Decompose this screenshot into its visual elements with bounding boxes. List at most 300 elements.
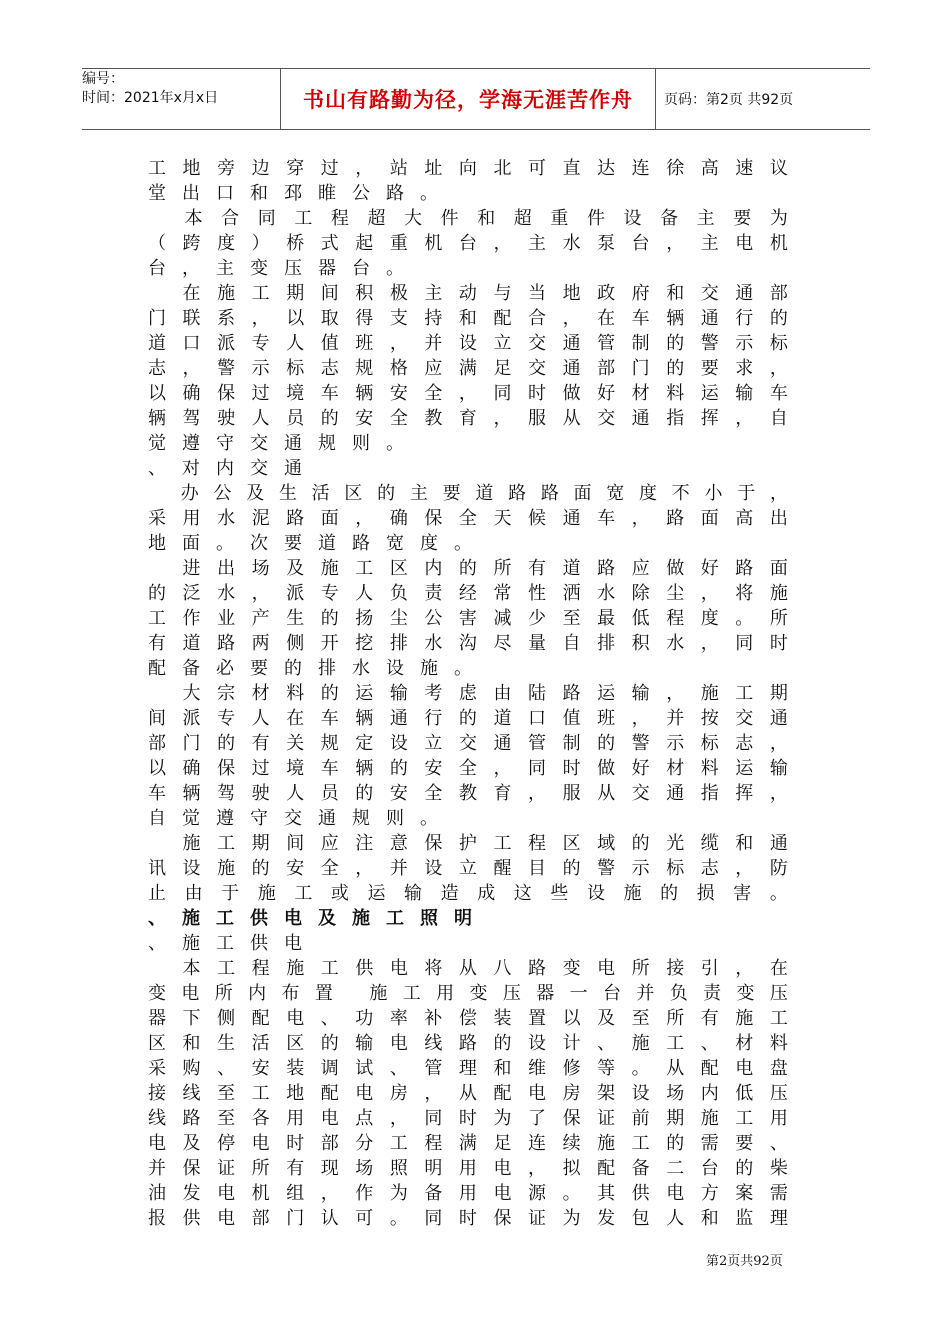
text-line — [148, 506, 788, 531]
text-char: 、 — [148, 933, 166, 954]
text-char: 做 — [666, 558, 685, 579]
text-char: 供 — [250, 933, 268, 954]
text-char: 保 — [493, 1208, 512, 1229]
text-char: 内 — [700, 1083, 719, 1104]
text-char: 主 — [696, 208, 715, 229]
text-char: 地 — [286, 1083, 305, 1104]
text-char: 目 — [528, 858, 547, 879]
text-char: 输 — [355, 1033, 374, 1054]
text-char: 前 — [631, 1108, 650, 1129]
text-char: 并 — [389, 858, 408, 879]
text-char: 的 — [251, 858, 270, 879]
text-char: 防 — [769, 858, 788, 879]
text-char: 的 — [320, 683, 339, 704]
text-char: 程 — [251, 958, 270, 979]
text-char: 址 — [424, 158, 443, 179]
text-char: 用 — [769, 1108, 788, 1129]
text-char — [148, 956, 166, 981]
text-char: 办 — [180, 483, 199, 504]
text-char: 施 — [700, 1108, 719, 1129]
text-char: 管 — [597, 333, 616, 354]
text-line — [148, 581, 788, 606]
text-char: 设 — [386, 658, 404, 679]
text-char: 的 — [377, 483, 396, 504]
text-char: ， — [735, 858, 754, 879]
text-char: 供 — [631, 1183, 650, 1204]
text-char: 行 — [735, 308, 754, 329]
text-char: 从 — [562, 408, 581, 429]
text-char: 保 — [424, 508, 443, 529]
text-char: 派 — [217, 333, 236, 354]
text-char: ， — [182, 358, 201, 379]
text-char: 自 — [148, 808, 166, 829]
text-char: 的 — [735, 1158, 754, 1179]
text-char: 要 — [250, 658, 268, 679]
text-char: 要 — [442, 483, 461, 504]
text-char: 挖 — [355, 633, 374, 654]
text-char: 标 — [700, 733, 719, 754]
text-char: 电 — [493, 1158, 512, 1179]
text-char: 其 — [597, 1183, 616, 1204]
text-char: 材 — [631, 383, 650, 404]
text-char: 管 — [528, 733, 547, 754]
text-char: 料 — [286, 683, 305, 704]
text-char: 主 — [409, 483, 428, 504]
text-char: 路 — [182, 1108, 201, 1129]
text-char: 期 — [666, 1108, 685, 1129]
text-char: ， — [389, 1108, 408, 1129]
text-char: 工 — [216, 908, 234, 929]
text-char: 施 — [420, 658, 438, 679]
text-char: 害 — [458, 608, 477, 629]
text-char: 车 — [769, 383, 788, 404]
text-char: 考 — [424, 683, 443, 704]
text-char: 做 — [597, 758, 616, 779]
text-char: ， — [320, 1183, 339, 1204]
text-char: 内 — [424, 558, 443, 579]
text-char: 备 — [182, 658, 200, 679]
text-char: 采 — [148, 508, 166, 529]
text-char: 配 — [148, 658, 166, 679]
text-char: 至 — [631, 1008, 650, 1029]
text-char: 同 — [528, 758, 547, 779]
text-line — [148, 1006, 788, 1031]
text-char: 所 — [251, 1158, 270, 1179]
text-char: ， — [631, 508, 650, 529]
text-char: 止 — [148, 883, 166, 904]
text-char: 门 — [148, 308, 166, 329]
text-char: 尽 — [493, 633, 512, 654]
text-char: 支 — [389, 308, 408, 329]
text-char: 警 — [631, 733, 650, 754]
text-char: 部 — [320, 1133, 339, 1154]
text-char: 志 — [320, 358, 339, 379]
text-char: 低 — [735, 1083, 754, 1104]
text-char: 路 — [735, 558, 754, 579]
text-char: 通 — [389, 708, 408, 729]
text-char: 度 — [420, 533, 438, 554]
text-char: 的 — [666, 333, 685, 354]
text-char: 施 — [369, 983, 388, 1004]
text-char: 保 — [562, 1108, 581, 1129]
page-footer — [706, 1250, 783, 1269]
text-char: 、 — [148, 908, 166, 929]
text-char: 及 — [182, 1133, 201, 1154]
text-char: 料 — [769, 1033, 788, 1054]
text-char: 为 — [389, 1183, 408, 1204]
text-char: 服 — [562, 783, 581, 804]
text-char: 由 — [184, 883, 203, 904]
text-char: 要 — [735, 1133, 754, 1154]
text-char — [148, 831, 166, 856]
text-char: 运 — [367, 883, 386, 904]
text-char: 好 — [700, 558, 719, 579]
text-char: 电 — [284, 908, 302, 929]
text-char: 挥 — [700, 408, 719, 429]
text-char: 同 — [493, 383, 512, 404]
text-line — [148, 931, 788, 956]
text-char: 线 — [148, 1108, 166, 1129]
text-char: 宗 — [217, 683, 236, 704]
text-char: 材 — [666, 758, 685, 779]
text-char: 为 — [493, 1108, 512, 1129]
text-char: 区 — [389, 558, 408, 579]
text-char: 、 — [389, 1058, 408, 1079]
text-char: 现 — [320, 1158, 339, 1179]
text-char: 旁 — [217, 158, 236, 179]
text-char: 并 — [424, 333, 443, 354]
text-char: 面 — [182, 533, 200, 554]
text-char: 业 — [217, 608, 236, 629]
text-char: 主 — [528, 233, 547, 254]
text-char: 服 — [528, 408, 547, 429]
text-char: 补 — [424, 1008, 443, 1029]
text-char: 动 — [458, 283, 477, 304]
text-char: 足 — [493, 1133, 512, 1154]
text-char: 点 — [355, 1108, 374, 1129]
text-char: 备 — [631, 1158, 650, 1179]
text-char: 房 — [562, 1083, 581, 1104]
text-char: 车 — [631, 308, 650, 329]
text-char: 采 — [148, 1058, 166, 1079]
text-char: 路 — [386, 183, 404, 204]
text-char: 主 — [424, 283, 443, 304]
text-char: 台 — [352, 258, 370, 279]
text-char: 域 — [597, 833, 616, 854]
text-char: 器 — [318, 258, 336, 279]
text-char: 电 — [217, 1183, 236, 1204]
text-char: 时 — [562, 758, 581, 779]
text-char: 所 — [666, 1008, 685, 1029]
text-char: 台 — [148, 258, 166, 279]
text-char: 泛 — [182, 583, 201, 604]
text-char: ， — [528, 783, 547, 804]
text-char: 将 — [735, 583, 754, 604]
text-char: 道 — [475, 483, 494, 504]
text-char: 从 — [666, 1058, 685, 1079]
text-char: 立 — [493, 333, 512, 354]
text-char: 育 — [493, 783, 512, 804]
text-char — [148, 681, 166, 706]
footer-page-number: 第2页共92页 — [706, 1254, 783, 1269]
text-char: 自 — [562, 633, 581, 654]
text-char: 电 — [320, 1108, 339, 1129]
text-char: 警 — [597, 858, 616, 879]
text-char: 保 — [182, 1158, 201, 1179]
text-char: 输 — [389, 683, 408, 704]
text-char: 工 — [735, 683, 754, 704]
text-char: 虑 — [458, 683, 477, 704]
text-char: 压 — [502, 983, 521, 1004]
text-char: 生 — [286, 608, 305, 629]
text-char: 施 — [623, 883, 642, 904]
text-char: 。 — [454, 658, 472, 679]
text-char: 少 — [528, 608, 547, 629]
text-line — [148, 656, 788, 681]
text-char: 的 — [562, 858, 581, 879]
text-char: 出 — [182, 183, 200, 204]
text-char: 证 — [217, 1158, 236, 1179]
text-char: 功 — [355, 1008, 374, 1029]
text-char: 和 — [666, 283, 685, 304]
text-char: 工 — [217, 958, 236, 979]
text-char: 有 — [700, 1008, 719, 1029]
text-char: 应 — [424, 358, 443, 379]
text-line — [148, 1056, 788, 1081]
text-char: 内 — [248, 983, 267, 1004]
text-char: 连 — [631, 158, 650, 179]
text-char: 标 — [666, 858, 685, 879]
text-char: 电 — [286, 1008, 305, 1029]
text-char: 道 — [182, 633, 201, 654]
text-char: 遵 — [216, 808, 234, 829]
text-char: 确 — [182, 758, 201, 779]
header-page-info-cell — [654, 69, 880, 129]
text-line — [148, 306, 788, 331]
text-char: 不 — [671, 483, 690, 504]
text-char: 有 — [148, 633, 166, 654]
text-char: 内 — [216, 458, 234, 479]
text-char: 发 — [597, 1208, 616, 1229]
text-char: 车 — [320, 758, 339, 779]
text-char: 偿 — [458, 1008, 477, 1029]
text-char: 交 — [597, 408, 616, 429]
text-char: 辆 — [355, 708, 374, 729]
text-char: 主 — [700, 233, 719, 254]
text-char: 联 — [182, 308, 201, 329]
text-char: 全 — [389, 408, 408, 429]
text-char: ， — [251, 308, 270, 329]
text-char: 从 — [458, 958, 477, 979]
text-char: 交 — [735, 708, 754, 729]
text-char: 施 — [320, 558, 339, 579]
text-char: 车 — [320, 383, 339, 404]
header-meta — [82, 69, 280, 129]
text-char: 标 — [769, 333, 788, 354]
text-char: 以 — [562, 1008, 581, 1029]
text-char: 程 — [424, 1133, 443, 1154]
text-char: 辆 — [355, 383, 374, 404]
text-char: 排 — [597, 633, 616, 654]
text-char: 重 — [550, 208, 569, 229]
text-char: 场 — [666, 1083, 685, 1104]
text-char: 员 — [286, 408, 305, 429]
text-char: 面 — [769, 558, 788, 579]
text-char: 。 — [454, 533, 472, 554]
text-char: 驶 — [217, 408, 236, 429]
text-line — [148, 731, 788, 756]
text-char: ， — [182, 258, 200, 279]
text-line — [148, 781, 788, 806]
text-char: 通 — [769, 833, 788, 854]
text-line — [148, 381, 788, 406]
text-char: 水 — [597, 583, 616, 604]
text-char: 以 — [148, 383, 166, 404]
text-char: 规 — [320, 733, 339, 754]
text-char: 区 — [286, 1033, 305, 1054]
text-char: 大 — [182, 683, 201, 704]
text-char: 高 — [735, 508, 754, 529]
text-char: 桥 — [286, 233, 305, 254]
text-char: 候 — [528, 508, 547, 529]
text-char: 电 — [493, 1183, 512, 1204]
text-char: 台 — [700, 1158, 719, 1179]
text-char: 向 — [458, 158, 477, 179]
text-char: 工 — [320, 958, 339, 979]
text-char: 关 — [286, 733, 305, 754]
text-char: 工 — [355, 558, 374, 579]
text-char: 人 — [251, 708, 270, 729]
text-char: 经 — [458, 583, 477, 604]
text-char: 或 — [330, 883, 349, 904]
text-char: 当 — [528, 283, 547, 304]
text-char: 辆 — [148, 408, 166, 429]
text-char: 警 — [700, 333, 719, 354]
text-char: 门 — [286, 1208, 305, 1229]
text-char: 供 — [250, 908, 268, 929]
text-char: 醒 — [493, 858, 512, 879]
text-char: 认 — [320, 1208, 339, 1229]
text-line — [148, 456, 788, 481]
text-char: 超 — [513, 208, 532, 229]
text-char: 区 — [344, 483, 363, 504]
text-char: 口 — [528, 708, 547, 729]
text-char: 堂 — [148, 183, 166, 204]
text-char: 注 — [355, 833, 374, 854]
text-line — [148, 531, 788, 556]
text-char: 将 — [424, 958, 443, 979]
text-char: 确 — [389, 508, 408, 529]
text-char — [348, 981, 354, 1006]
text-char: ， — [666, 233, 685, 254]
text-char: 报 — [148, 1208, 166, 1229]
header-motto-cell — [280, 69, 656, 129]
text-char: 时 — [528, 383, 547, 404]
text-char: 示 — [251, 358, 270, 379]
text-char: 道 — [493, 708, 512, 729]
text-char: 警 — [217, 358, 236, 379]
text-char: 车 — [320, 708, 339, 729]
text-char: 生 — [278, 483, 297, 504]
text-char: 道 — [562, 558, 581, 579]
text-char: 购 — [182, 1058, 201, 1079]
text-char: 人 — [355, 583, 374, 604]
text-char: 重 — [389, 233, 408, 254]
text-char: 时 — [286, 1133, 305, 1154]
text-line — [148, 906, 788, 931]
text-char: 间 — [286, 833, 305, 854]
text-char: ， — [769, 358, 788, 379]
text-char: 值 — [320, 333, 339, 354]
text-char: 跨 — [182, 233, 201, 254]
text-char: 调 — [320, 1058, 339, 1079]
text-char: 邳 — [284, 183, 302, 204]
text-char: 配 — [493, 1083, 512, 1104]
text-char: 示 — [631, 858, 650, 879]
text-char: 电 — [735, 233, 754, 254]
text-char: 天 — [493, 508, 512, 529]
text-line — [148, 556, 788, 581]
text-char: 宽 — [386, 533, 404, 554]
text-char: 工 — [666, 1033, 685, 1054]
text-char — [148, 281, 166, 306]
text-char: 发 — [182, 1183, 201, 1204]
text-char: 公 — [424, 608, 443, 629]
text-char: 、 — [320, 1008, 339, 1029]
text-char: 派 — [286, 583, 305, 604]
text-char: 的 — [631, 833, 650, 854]
text-line — [148, 431, 788, 456]
text-char: 过 — [320, 158, 339, 179]
text-char: 线 — [424, 1033, 443, 1054]
text-char: 合 — [528, 308, 547, 329]
text-char: 足 — [493, 358, 512, 379]
text-char: 工 — [148, 158, 166, 179]
text-char: 负 — [669, 983, 688, 1004]
text-char: 满 — [458, 1133, 477, 1154]
text-char: 负 — [389, 583, 408, 604]
text-char: 及 — [286, 558, 305, 579]
text-line — [148, 831, 788, 856]
text-char: 与 — [493, 283, 512, 304]
text-char: 和 — [250, 183, 268, 204]
text-char: 路 — [666, 508, 685, 529]
text-char: 要 — [284, 533, 302, 554]
text-char: 按 — [700, 708, 719, 729]
text-char: 。 — [769, 883, 788, 904]
text-char: 交 — [284, 808, 302, 829]
text-char: 全 — [424, 783, 443, 804]
text-char: 度 — [700, 608, 719, 629]
text-char: 工 — [735, 1108, 754, 1129]
header-page-info: 页码：第2页 共92页 — [664, 92, 794, 108]
text-char: 门 — [631, 358, 650, 379]
text-char: 保 — [217, 383, 236, 404]
text-char: 变 — [562, 958, 581, 979]
text-char: 一 — [569, 983, 588, 1004]
text-char: 和 — [700, 1208, 719, 1229]
text-char: 引 — [700, 958, 719, 979]
text-char: 施 — [182, 933, 200, 954]
text-char: 、 — [217, 1058, 236, 1079]
text-char: 线 — [182, 1083, 201, 1104]
text-char: 同 — [424, 1108, 443, 1129]
text-char: 程 — [330, 208, 349, 229]
text-char: 。 — [216, 533, 234, 554]
header-motto: 书山有路勤为径，学海无涯苦作舟 — [303, 88, 633, 112]
text-char: ， — [528, 1158, 547, 1179]
text-line — [148, 706, 788, 731]
